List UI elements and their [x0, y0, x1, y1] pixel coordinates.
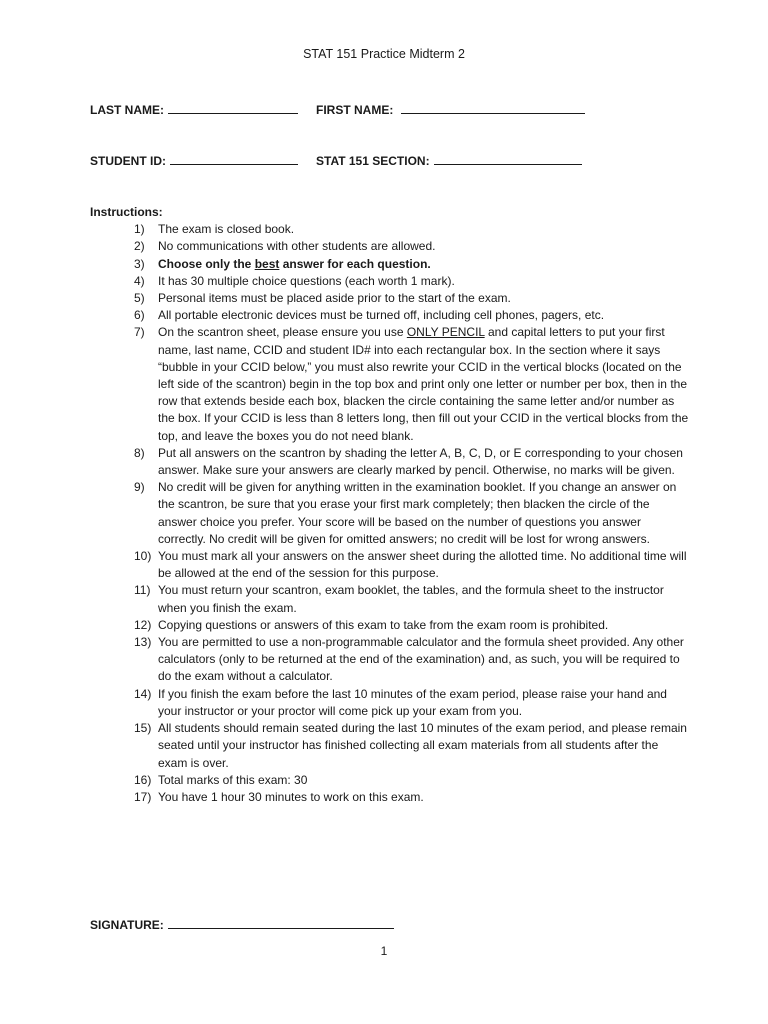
section-field [316, 152, 582, 168]
instructions-heading: Instructions: [90, 205, 163, 219]
signature-label: SIGNATURE: [90, 918, 164, 932]
student-id-field [90, 152, 298, 168]
list-item: 7) On the scantron sheet, please ensure you use ONLY PENCIL and capital letters to put your first name, last name, CCID and student ID# into each rectangular box. In the section where it says “bubble in your CCID below,” you must also rewrite your CCID in the vertical blocks (located on the left side of the scantron) begin in the top box and print only one letter or number per box, then in the row that extends beside each box, blacken the circle containing the same letter and/or number as the box. If your CCID is less than 8 letters long, then fill out your CCID in the vertical blocks from the top, and leave the boxes you do not need blank. [134, 325, 689, 443]
last-name-label: LAST NAME: [90, 103, 164, 117]
list-item: 10) You must mark all your answers on the answer sheet during the allotted time. No additional time will be allowed at the end of the session for this purpose. [134, 549, 687, 581]
last-name-field [90, 101, 298, 117]
section-blank[interactable] [434, 152, 582, 165]
list-item: 15) All students should remain seated during the last 10 minutes of the exam period, and please remain seated until your instructor has finished collecting all exam materials from all students after the exam is over. [134, 721, 687, 770]
list-item: 12) Copying questions or answers of this exam to take from the exam room is prohibited. [134, 617, 609, 632]
student-id-blank[interactable] [170, 152, 298, 165]
first-name-field [316, 101, 585, 117]
section-label: STAT 151 SECTION: [316, 154, 430, 168]
first-name-label: FIRST NAME: [316, 103, 394, 117]
list-item: 3) Choose only the best answer for each question. [134, 256, 431, 271]
first-name-blank[interactable] [401, 101, 585, 114]
page-number: 1 [380, 944, 388, 958]
signature-field [90, 916, 394, 932]
list-item: 2) No communications with other students are allowed. [134, 239, 436, 254]
list-item: 4) It has 30 multiple choice questions (each worth 1 mark). [134, 273, 455, 288]
instructions-block [90, 204, 690, 806]
student-id-label: STUDENT ID: [90, 154, 166, 168]
page-title: STAT 151 Practice Midterm 2 [303, 47, 465, 61]
instructions-list [90, 221, 690, 806]
list-item: 5) Personal items must be placed aside prior to the start of the exam. [134, 291, 511, 306]
list-item: 17) You have 1 hour 30 minutes to work on this exam. [134, 789, 424, 804]
last-name-blank[interactable] [168, 101, 298, 114]
list-item: 6) All portable electronic devices must be turned off, including cell phones, pagers, etc. [134, 308, 605, 323]
list-item: 8) Put all answers on the scantron by shading the letter A, B, C, D, or E corresponding to your chosen answer. Make sure your answers are clearly marked by pencil. Otherwise, no marks will be given. [134, 445, 683, 478]
list-item: 13) You are permitted to use a non-programmable calculator and the formula sheet provided. Any other calculators (only to be returned at the end of the examination) and, as such, you will be required to do the exam without a calculator. [134, 635, 684, 684]
list-item: 9) No credit will be given for anything written in the examination booklet. If you change an answer on the scantron, be sure that you erase your first mark completely; then blacken the circle of the answer choice you prefer. Your score will be based on the number of questions you answer correctly. No credit will be given for omitted answers; no credit will be lost for wrong answers. [134, 480, 677, 546]
list-item: 1) The exam is closed book. [134, 222, 295, 237]
list-item: 16) Total marks of this exam: 30 [134, 772, 308, 787]
list-item: 11) You must return your scantron, exam booklet, the tables, and the formula sheet to the instructor when you finish the exam. [134, 583, 664, 615]
signature-blank[interactable] [168, 916, 394, 929]
list-item: 14) If you finish the exam before the last 10 minutes of the exam period, please raise your hand and your instructor or your proctor will come pick up your exam from you. [134, 686, 667, 718]
